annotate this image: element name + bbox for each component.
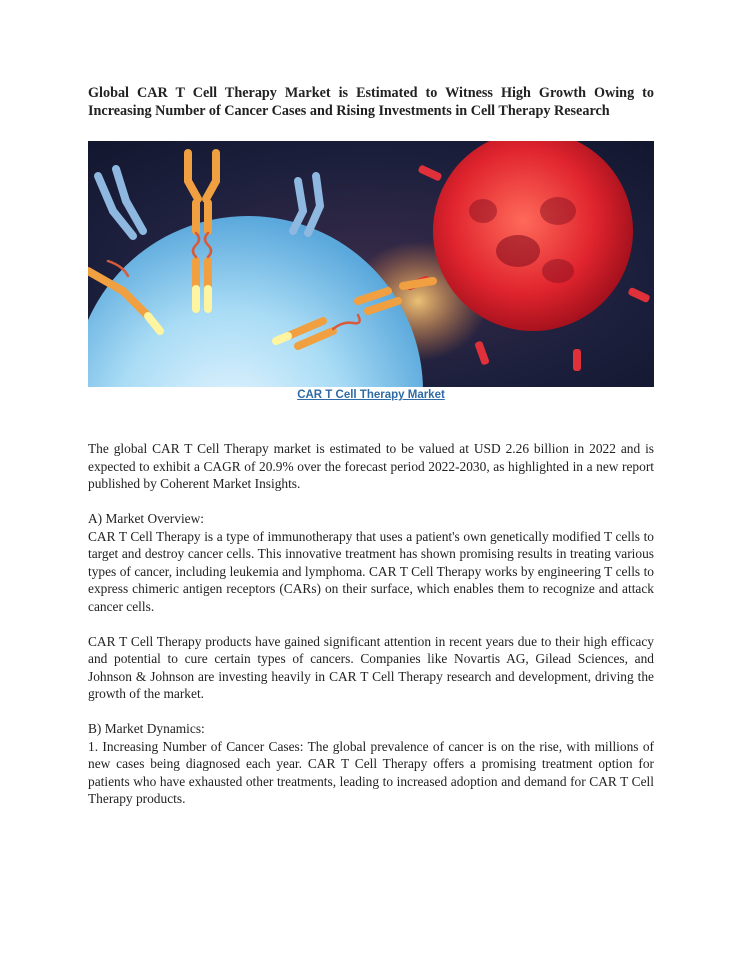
document-page	[88, 84, 654, 806]
dynamics-heading: B) Market Dynamics:	[88, 721, 205, 736]
car-t-cell-illustration	[88, 141, 654, 387]
document-body	[88, 440, 654, 825]
overview-paragraph-2: CAR T Cell Therapy products have gained significant attention in recent years due to their high efficacy and potential to cure certain types of cancers. Companies like Novartis AG, Gilead Sciences, and Johnson & Johnson are investing heavily in CAR T Cell Therapy research and development, driving the growth of the market.	[88, 633, 654, 701]
figure-caption	[88, 389, 654, 401]
figure-caption-link[interactable]: CAR T Cell Therapy Market	[297, 389, 445, 401]
intro-paragraph: The global CAR T Cell Therapy market is estimated to be valued at USD 2.26 billion in 2022 and is expected to exhibit a CAGR of 20.9% over the forecast period 2022-2030, as highlighted in a new report published by Coherent Market Insights.	[88, 441, 654, 491]
overview-paragraph-1: CAR T Cell Therapy is a type of immunotherapy that uses a patient's own genetically modified T cells to target and destroy cancer cells. This innovative treatment has shown promising results in treating various types of cancer, including leukemia and lymphoma. CAR T Cell Therapy works by engineering T cells to express chimeric antigen receptors (CARs) on their surface, which enables them to recognize and attack cancer cells.	[88, 528, 654, 614]
document-title: Global CAR T Cell Therapy Market is Estimated to Witness High Growth Owing to Increasing Number of Cancer Cases and Rising Investments in Cell Therapy Research	[88, 85, 654, 119]
dynamics-paragraph-1: 1. Increasing Number of Cancer Cases: The global prevalence of cancer is on the rise, with millions of new cases being diagnosed each year. CAR T Cell Therapy offers a promising treatment option for patients who have exhausted other treatments, leading to increased adoption and demand for CAR T Cell Therapy products.	[88, 738, 654, 806]
overview-heading: A) Market Overview:	[88, 511, 205, 526]
